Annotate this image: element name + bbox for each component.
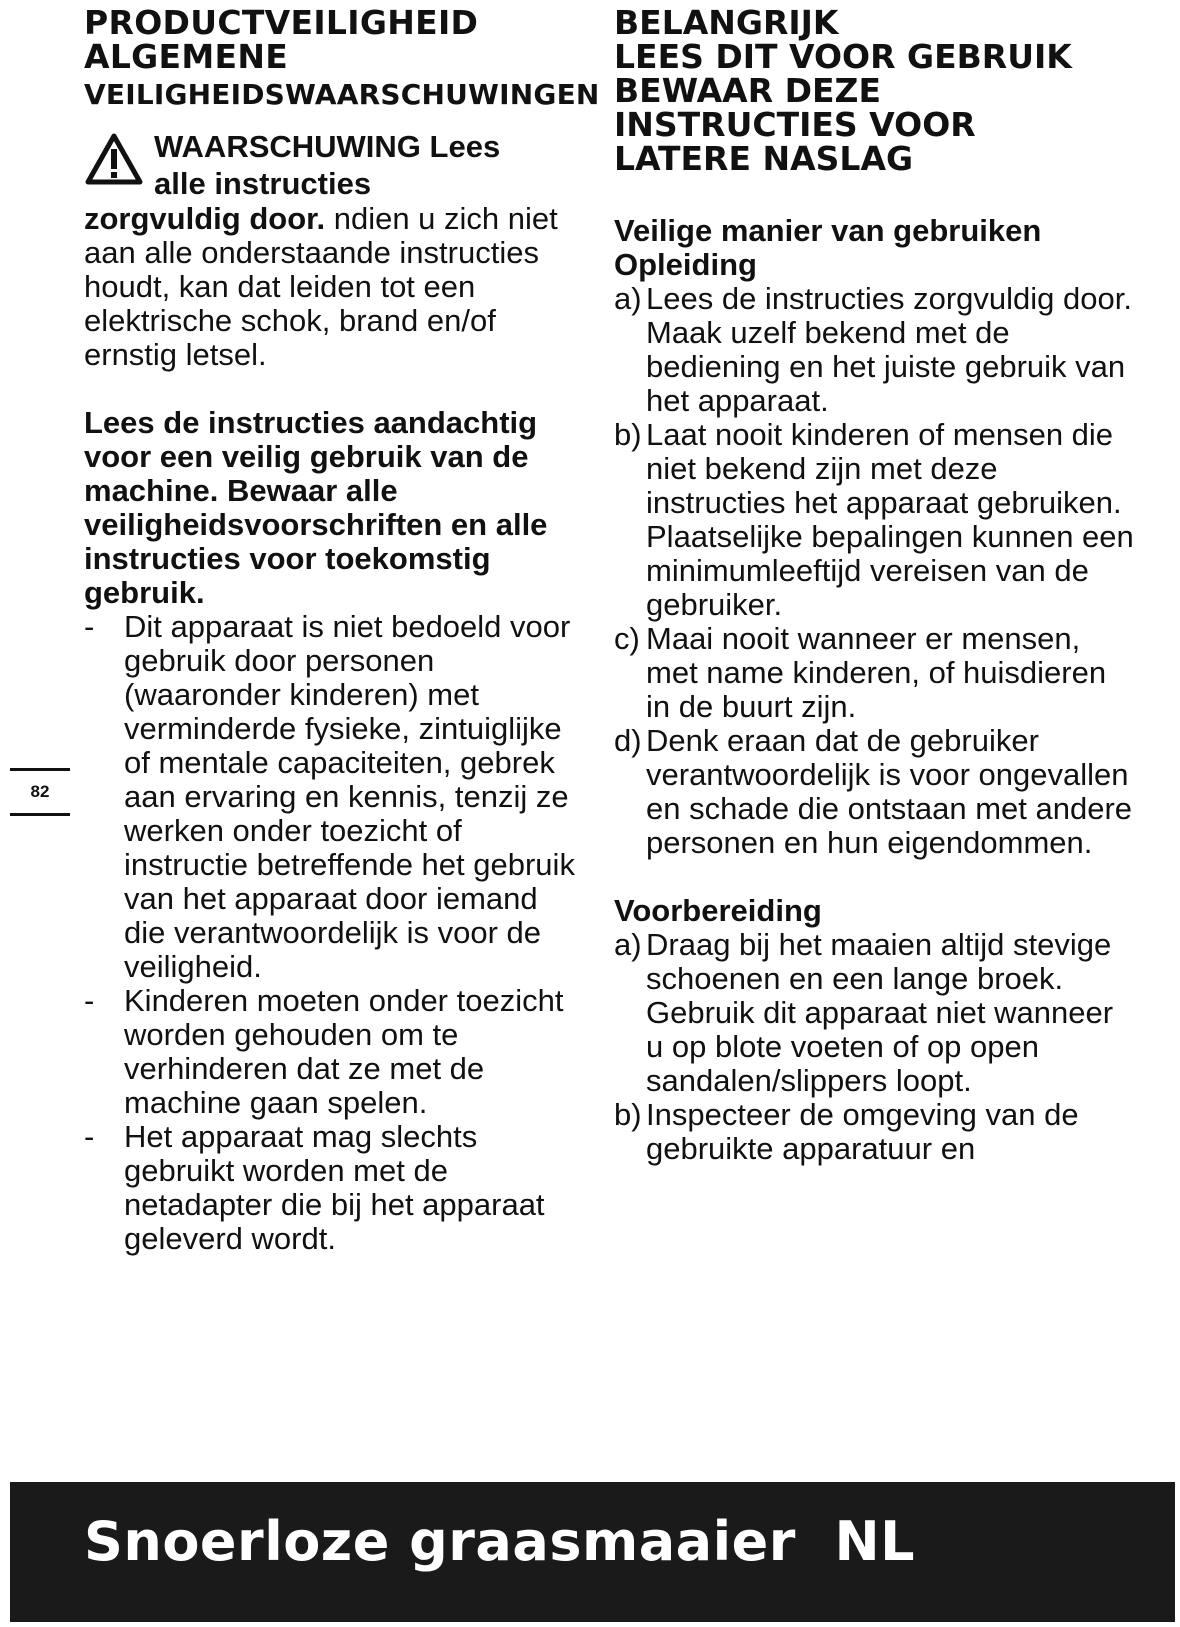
- warning-title-line2: alle instructies: [154, 166, 372, 201]
- list-item: - Kinderen moeten onder toezicht worden gehouden om te verhinderen dat ze met de machine gaan spelen.: [84, 983, 564, 1120]
- warning-bold-lead: zorgvuldig door.: [84, 201, 326, 236]
- list-item: d) Denk eraan dat de gebruiker verantwoordelijk is voor ongevallen en schade die ontstaan met andere personen en hun eigendommen.: [614, 723, 1133, 860]
- page-number: 82: [10, 768, 70, 816]
- list-dash: -: [84, 983, 95, 1018]
- list-dash: -: [84, 609, 95, 644]
- list-item: a) Draag bij het maaien altijd stevige schoenen en een lange broek. Gebruik dit apparaat niet wanneer u op blote voeten of op open sandalen/slippers loopt.: [614, 927, 1114, 1098]
- product-name: Snoerloze graasmaaier: [84, 1510, 796, 1573]
- footer-banner: [10, 1482, 1175, 1622]
- heading-important: BELANGRIJK: [614, 3, 839, 42]
- footer-title: [84, 1510, 915, 1573]
- warning-block: [84, 128, 579, 372]
- section-safe-use: Veilige manier van gebruiken: [614, 213, 1042, 248]
- warning-text: [84, 202, 579, 372]
- language-code: NL: [834, 1510, 916, 1573]
- subheading-training: Opleiding: [614, 247, 757, 282]
- right-column: [614, 0, 1134, 1166]
- preparation-list: [614, 928, 1134, 1166]
- warning-body: ndien u zich niet aan alle onderstaande instructies houdt, kan dat leiden tot een elektrische schok, brand en/of ernstig letsel.: [84, 201, 558, 372]
- list-item: a) Lees de instructies zorgvuldig door. Maak uzelf bekend met de bediening en het juiste gebruik van het apparaat.: [614, 281, 1132, 418]
- list-item: b) Laat nooit kinderen of mensen die niet bekend zijn met deze instructies het apparaat gebruiken. Plaatselijke bepalingen kunnen een minimumleeftijd vereisen van de gebruiker.: [614, 417, 1134, 622]
- list-item: b) Inspecteer de omgeving van de gebruikte apparatuur en: [614, 1097, 1079, 1166]
- read-instructions-paragraph: Lees de instructies aandachtig voor een veilig gebruik van de machine. Bewaar alle veiligheidsvoorschriften en alle instructies voor toekomstig gebruik.: [84, 405, 548, 610]
- subheading-preparation: Voorbereiding: [614, 893, 822, 928]
- heading-instructions-for: INSTRUCTIES VOOR: [614, 105, 976, 144]
- list-item: c) Maai nooit wanneer er mensen, met name kinderen, of huisdieren in de buurt zijn.: [614, 621, 1107, 724]
- warning-triangle-icon: [84, 132, 144, 186]
- left-column: [84, 0, 600, 1256]
- list-dash: -: [84, 1119, 95, 1154]
- warning-title: WAARSCHUWING Lees: [154, 129, 501, 164]
- list-item: - Dit apparaat is niet bedoeld voor gebruik door personen (waaronder kinderen) met verminderde fysieke, zintuiglijke of mentale capaciteiten, gebrek aan ervaring en kennis, tenzij ze werken onder toezicht of instructie betreffende het gebruik van het apparaat door iemand die verantwoordelijk is voor de veiligheid.: [84, 609, 575, 984]
- heading-read-before-use: LEES DIT VOOR GEBRUIK: [614, 37, 1072, 76]
- heading-later-reference: LATERE NASLAG: [614, 139, 914, 178]
- heading-safety-warnings: VEILIGHEIDSWAARSCHUWINGEN: [84, 78, 600, 111]
- safety-list: [84, 610, 579, 1256]
- heading-product-safety: PRODUCTVEILIGHEID: [84, 3, 479, 42]
- list-item: - Het apparaat mag slechts gebruikt worden met de netadapter die bij het apparaat geleverd wordt.: [84, 1119, 545, 1256]
- heading-keep: BEWAAR DEZE: [614, 71, 881, 110]
- heading-general: ALGEMENE: [84, 37, 289, 76]
- training-list: [614, 282, 1134, 860]
